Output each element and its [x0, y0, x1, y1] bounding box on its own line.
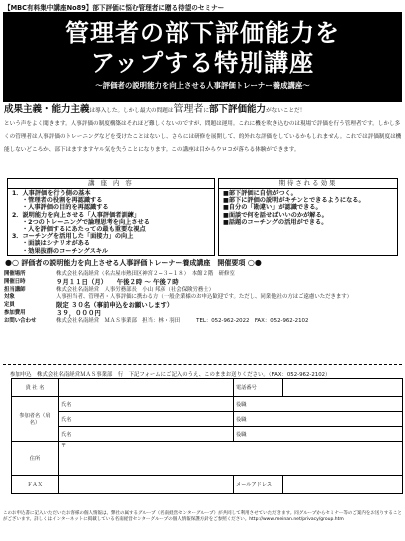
list-item: 3．コーチングを活用した「面接力」の向上	[12, 233, 134, 241]
email-field[interactable]	[283, 476, 403, 494]
participant-name-field[interactable]: 氏名	[59, 427, 234, 442]
participant-name-field[interactable]: 氏名	[59, 397, 234, 412]
detail-row: 参加費用 ３９，０００円	[4, 308, 101, 317]
pin-icon: ○●	[247, 258, 262, 267]
participant-position-field[interactable]: 役職	[234, 427, 403, 442]
detail-row: 担当講師 株式会社名南経営 人事労務部長 小山 邦彦（社会保険労務士）	[4, 286, 215, 293]
course-content-heading: 講 座 内 容	[8, 179, 214, 189]
phone-field[interactable]	[283, 379, 403, 397]
company-label: 貴 社 名	[12, 379, 59, 397]
email-label: メールアドレス	[234, 476, 283, 494]
list-item: ・人事評価の目的を再認識する	[22, 204, 109, 212]
intro-keyword: 成果主義・能力主義	[4, 104, 90, 115]
intro-text: 成果主義・能力主義は導入した。しかし最大の問題は管理者に部下評価能力がないことだ！ という声をよく聞きます。人事評価の制度構築はそれほど難しくないのですが、問題は運用。これに機を吹き込むのは現場で評価を行う管理者です。しかし多くの管理者は人事評価のトレーニングなどを受けたことはないし、さらには研修を展開して、的外れな評価をしているかもしれません。これでは評価制度は機能しないどころか、部下はますますヤル気を失うことになります。この講座は目からウロコが落ちる体験ができます。	[4, 103, 402, 157]
detail-row: 定員 限定 ３０名（事前申込をお願いします）	[4, 301, 174, 310]
expected-effects-list	[219, 189, 397, 227]
title-line-2: アップする特別講座	[90, 49, 315, 77]
phone-label: 電話番号	[234, 379, 283, 397]
intro-paragraph: という声をよく聞きます。人事評価の制度構築はそれほど難しくないのですが、問題は運用。これに機を吹き込むのは現場で評価を行う管理者です。しかし多くの管理者は人事評価のトレーニングなどを受けたことはないし、さらには研修を展開して、的外れな評価をしているかもしれません。これでは評価制度は機能しないどころか、部下はますますヤル気を失うことになります。この講座は目からウロコが落ちる体験ができます。	[4, 121, 402, 153]
list-item: ・面談はシナリオがある	[22, 240, 90, 248]
section-title: ●○ 評価者の説明能力を向上させる人事評価トレーナー養成講座 開催要項 ○●	[5, 258, 262, 267]
tagline: ～評価者の説明能力を向上させる人事評価トレーナー養成講座～	[95, 81, 310, 90]
list-item: ■部下評価に自信がつく。	[223, 190, 297, 197]
list-item: 1．人事評価を行う側の基本	[12, 190, 91, 197]
address-field[interactable]: 〒	[59, 442, 403, 476]
participants-label: 参加者名（肩 名）	[12, 397, 59, 442]
title-banner	[3, 12, 402, 102]
list-item: 2．説明能力を向上させる「人事評価者訓練」	[12, 211, 141, 219]
form-header: 参加申込 株式会社名南経営ＭＡＳ事業部 行 下記フォームにご記入のうえ、このままお送りください。（FAX：052-962-2102）	[10, 372, 331, 378]
application-form	[11, 378, 403, 494]
course-content-list	[8, 189, 214, 256]
list-item: ・2つのトレーニングで論理思考を向上させる	[22, 218, 150, 226]
course-content-box	[7, 178, 215, 256]
seminar-subtitle: 【MBC有料集中講座No89】部下評価に悩む管理者に贈る待望のセミナー	[4, 4, 225, 12]
list-item: ・人を評価するにあたっての最も重要な視点	[22, 226, 146, 234]
expected-effects-heading: 期待される効果	[219, 179, 397, 189]
event-details	[4, 271, 402, 326]
fax-label: ＦＡＸ	[12, 476, 59, 494]
list-item: ■面談で何を話せばいいのかが解る。	[223, 211, 328, 219]
expected-effects-box	[218, 178, 398, 256]
company-field[interactable]	[59, 379, 234, 397]
privacy-notice: このお申込書に記入いただいたお客様の個人情報は、弊社の属するグループ（名南経営センターグループ）が共同して利用させていただきます。同グループからセミナー等のご案内をお送りすることがございます。詳しくはインターネットに掲載している名南経営センターグループの個人情報保護方針をご参照ください。http://www.meinan.net/privacy/group.htm	[3, 511, 402, 523]
list-item: ・管理者の役割を再認識する	[22, 197, 103, 205]
participant-position-field[interactable]: 役職	[234, 412, 403, 427]
address-label: 住所	[12, 442, 59, 476]
list-item: ■話題のコーチングの活用ができる。	[223, 218, 328, 226]
detail-row: 対象 人事担当者、管理者・人事評価に携わる方（一般企業様のお申込歓迎です。ただし、同業他社の方はご遠慮いただきます）	[4, 294, 353, 301]
list-item: ■自分の「勘違い」が認識できる。	[223, 204, 322, 212]
pin-icon: ●○	[5, 258, 19, 267]
cut-line	[3, 364, 402, 365]
detail-row: 開催日時 ９月１１日（月） 午後２時 〜 午後７時	[4, 277, 179, 286]
title-line-1: 管理者の部下評価能力を	[65, 19, 340, 47]
participant-name-field[interactable]: 氏名	[59, 412, 234, 427]
list-item: ・効果抜群のコーチングスキル	[22, 247, 109, 255]
detail-row: お問い合わせ 株式会社名南経営 ＭＡＳ事業部 担当：林・羽田 TEL：052-962-2022 FAX：052-962-2102	[4, 317, 309, 324]
detail-row: 開催場所 株式会社名南経営（名古屋市熱田区神宮２−３−１８） 本館２階 研修室	[4, 271, 235, 277]
list-item: ■部下に評価の説明がキチンとできるようになる。	[223, 197, 365, 205]
fax-field[interactable]	[59, 476, 234, 494]
participant-position-field[interactable]: 役職	[234, 397, 403, 412]
